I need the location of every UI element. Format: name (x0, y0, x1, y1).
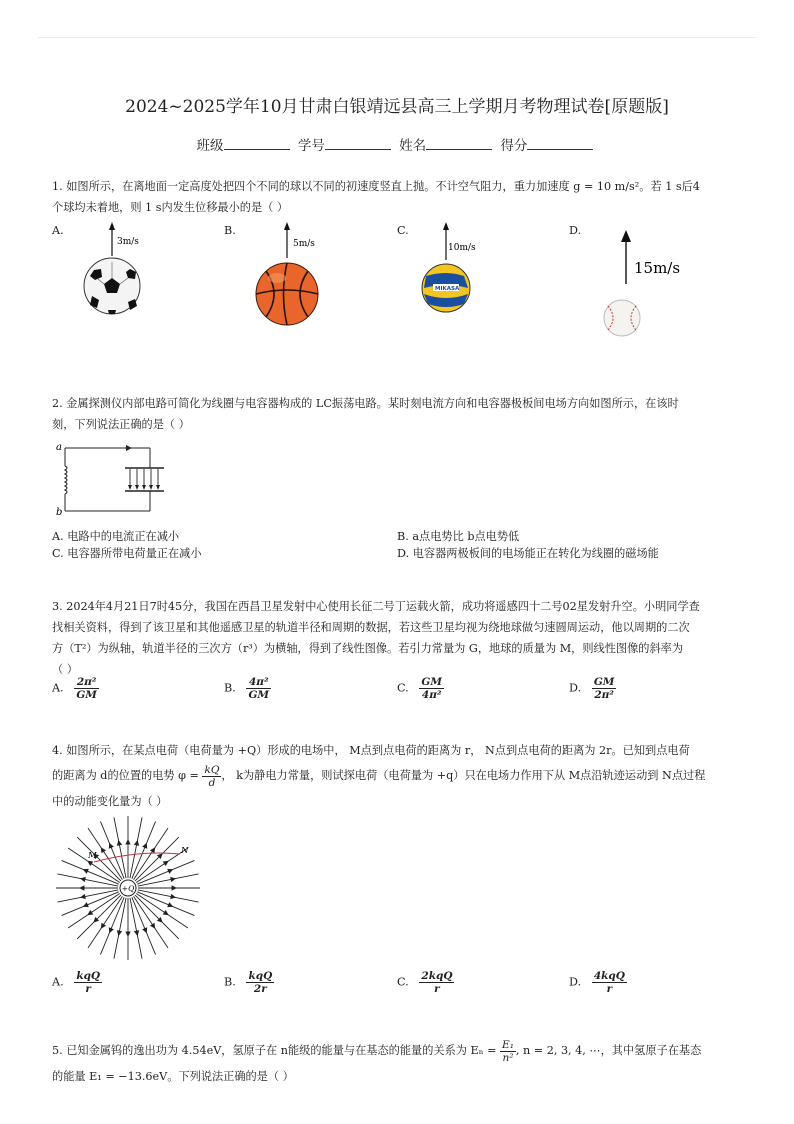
q4-option-b: B. $\frac{\text{kqQ}}{2r}$ (224, 970, 273, 995)
field-arrow-icon (163, 861, 167, 865)
q1-speed-c: 10m/s (448, 243, 476, 253)
lc-circuit-diagram (56, 438, 176, 518)
q2-line2: 刻，下列说法正确的是（ ） (52, 418, 190, 431)
field-arrow-icon (172, 886, 176, 890)
field-arrow-icon (126, 840, 130, 844)
field-arrow-icon (81, 877, 85, 881)
q2-option-a: A. 电路中的电流正在减小 (52, 530, 180, 543)
field-arrow-icon (143, 928, 147, 932)
q3-option-d: D. $\frac{GM}{\text{2π²}}$ (569, 676, 615, 701)
svg-text:MIKASA: MIKASA (435, 286, 460, 292)
q4-option-a: A. $\frac{\text{kqQ}}{r}$ (52, 970, 101, 995)
field-arrow-icon (117, 931, 121, 935)
inductor-coil (65, 466, 67, 494)
field-arrow-icon (171, 877, 175, 881)
q1-speed-d: 15m/s (634, 259, 681, 277)
field-arrow-icon (109, 928, 113, 932)
id-label: 学号 (297, 138, 325, 154)
volleyball-icon (422, 264, 470, 312)
q2-option-b: B. a点电势比 b点电势低 (397, 530, 520, 543)
question-2 (52, 393, 752, 435)
field-arrow-icon (101, 923, 105, 927)
field-arrow-icon (88, 861, 92, 865)
q3-line4: （ ） (52, 663, 78, 676)
field-arrow-icon (88, 911, 92, 915)
field-arrow-icon (126, 932, 130, 936)
point-m-label: M (88, 851, 97, 861)
q5-line2: 的能量 E₁ = −13.6eV。下列说法正确的是（ ） (52, 1070, 294, 1083)
q1-line2: 个球均未着地，则 1 s内发生位移最小的是（ ） (52, 201, 289, 214)
field-line (77, 837, 121, 881)
field-arrow-icon (84, 869, 88, 873)
field-arrow-icon (80, 886, 84, 890)
q1-figure-b (252, 222, 332, 327)
q3-line2: 找相关资料，得到了该卫星和其他遥感卫星的轨道半径和周期的数据，若这些卫星均视为绕地球做匀速圆周运动，他以周期的二次 (52, 621, 690, 634)
id-blank (325, 137, 391, 150)
q1-option-b-letter: B. (224, 224, 236, 237)
field-arrow-icon (171, 895, 175, 899)
q1-line1: 1. 如图所示，在离地面一定高度处把四个不同的球以不同的初速度竖直上抛。不计空气阻力，重力加速度 g = 10 m/s²。若 1 s后4 (52, 180, 700, 193)
point-n-label: N (181, 846, 189, 856)
q1-figure-d (598, 226, 698, 341)
q3-line3: 方（T²）为纵轴，轨道半径的三次方（r³）为横轴，得到了线性图像。若引力常量为 G，地球的质量为 M，则线性图像的斜率为 (52, 642, 684, 655)
field-arrow-icon (81, 895, 85, 899)
q1-speed-b: 5m/s (293, 239, 315, 249)
question-4 (52, 740, 752, 812)
field-arrow-icon (135, 841, 139, 845)
question-3 (52, 596, 752, 680)
question-1 (52, 176, 752, 218)
student-info-line (0, 134, 794, 154)
q2-line1: 2. 金属探测仪内部电路可简化为线圈与电容器构成的 LC振荡电路。某时刻电流方向和电容器极板间电场方向如图所示，在该时 (52, 397, 679, 410)
basketball-icon (256, 263, 318, 325)
field-arrow-icon (143, 844, 147, 848)
q1-option-a-letter: A. (52, 224, 64, 237)
field-arrow-icon (168, 903, 172, 907)
name-label: 姓名 (399, 138, 427, 154)
q1-speed-a: 3m/s (117, 237, 139, 247)
q5-line1: 5. 已知金属钨的逸出功为 4.54eV，氢原子在 n能级的能量与在基态的能量的关系为 Eₙ = $\frac{\text{E₁}}{\text{n²}}$ , n = 2, 3, 4, ⋯，其中氢原子在基态 (52, 1038, 702, 1064)
score-label: 得分 (500, 138, 528, 154)
field-arrow-icon (117, 841, 121, 845)
field-line (77, 895, 121, 939)
q3-option-a: A. $\frac{\text{2π²}}{GM}$ (52, 676, 97, 701)
q1-figure-a (80, 222, 160, 322)
field-arrow-icon (151, 848, 155, 852)
q4-line3: 中的动能变化量为（ ） (52, 795, 168, 808)
field-arrow-icon (151, 923, 155, 927)
electric-field-diagram (52, 814, 204, 966)
q3-line1: 3. 2024年4月21日7时45分，我国在西昌卫星发射中心使用长征二号丁运载火箭，成功将遥感四十二号02星发射升空。小明同学查 (52, 600, 700, 613)
class-blank (224, 137, 290, 150)
node-a-label: a (56, 442, 62, 453)
score-blank (527, 137, 593, 150)
q4-option-c: C. $\frac{\text{2kqQ}}{r}$ (397, 970, 453, 995)
q4-line1: 4. 如图所示，在某点电荷（电荷量为 +Q）形成的电场中， M点到点电荷的距离为 r， N点到点电荷的距离为 2r。已知到点电荷 (52, 744, 690, 757)
node-b-label: b (56, 507, 63, 518)
current-arrow-icon (126, 445, 132, 451)
field-line (135, 895, 179, 939)
field-arrow-icon (101, 848, 105, 852)
page-title: 2024~2025学年10月甘肃白银靖远县高三上学期月考物理试卷[原题版] (125, 97, 669, 117)
field-arrow-icon (168, 869, 172, 873)
field-line (135, 837, 179, 881)
q3-option-b: B. $\frac{\text{4π²}}{GM}$ (224, 676, 270, 701)
q1-figure-c (418, 222, 498, 317)
q4-line2: 的距离为 d的位置的电势 φ = $\frac{kQ}{d}$ ， k为静电力常量，则试探电荷（电荷量为 +q）只在电场力作用下从 M点沿轨迹运动到 N点过程 (52, 763, 706, 789)
q1-option-d-letter: D. (569, 224, 582, 237)
field-arrow-icon (135, 931, 139, 935)
field-arrow-icon (109, 844, 113, 848)
q2-option-c: C. 电容器所带电荷量正在减小 (52, 547, 202, 560)
particle-trajectory (94, 853, 180, 862)
q3-option-c: C. $\frac{GM}{\text{4π²}}$ (397, 676, 442, 701)
question-5 (52, 1036, 752, 1087)
field-arrow-icon (163, 911, 167, 915)
soccer-ball-icon (84, 258, 140, 314)
q4-option-d: D. $\frac{\text{4kqQ}}{r}$ (569, 970, 625, 995)
q2-option-d: D. 电容器两极板间的电场能正在转化为线圈的磁场能 (397, 547, 659, 560)
q1-option-c-letter: C. (397, 224, 409, 237)
field-arrow-icon (84, 903, 88, 907)
header-rule (38, 37, 756, 38)
baseball-icon (604, 300, 640, 336)
name-blank (426, 137, 492, 150)
class-label: 班级 (196, 138, 224, 154)
charge-label: +Q (121, 884, 135, 893)
